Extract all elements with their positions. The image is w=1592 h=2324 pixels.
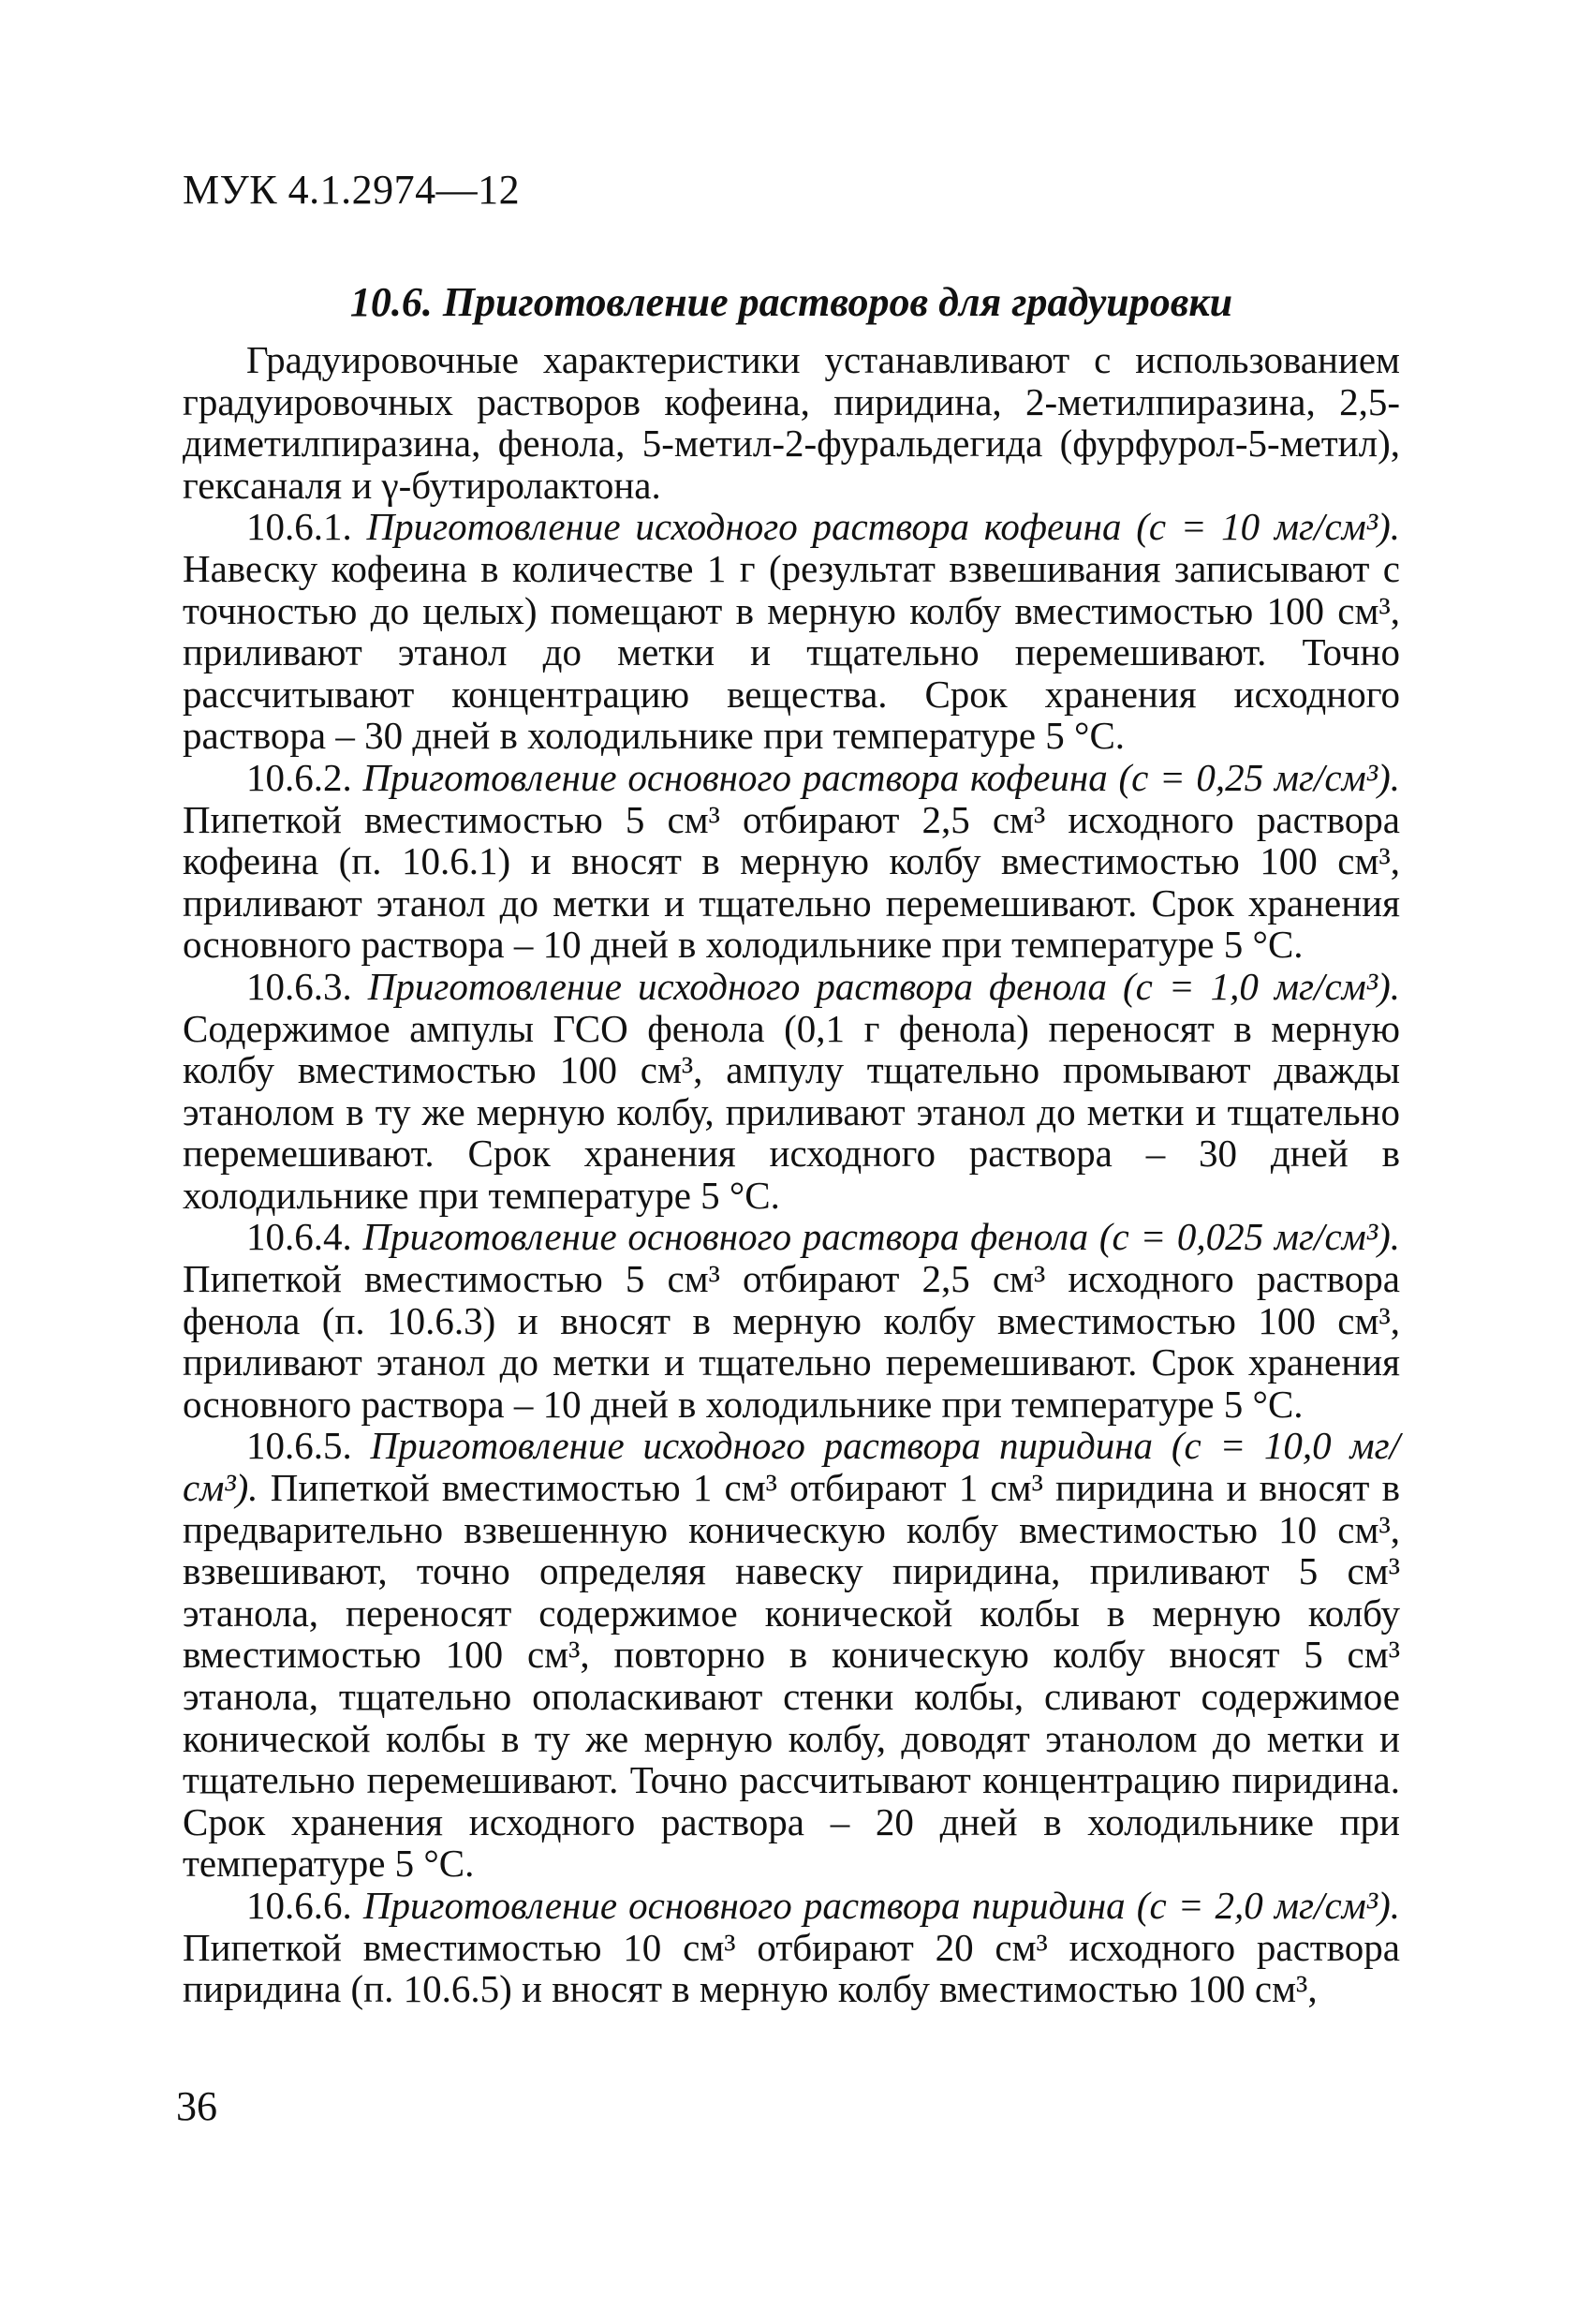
subsection-text: Навеску кофеина в количестве 1 г (результат взвешивания записывают с точностью до целых) помещают в мерную колбу вместимостью 100 см³, приливают этанол до метки и тщательно перемешивают. Точно рассчитывают концентрацию вещества. Срок хранения исходного раствора – 30 дней в холодильнике при температуре 5 °С. (183, 546, 1400, 758)
subsection-number: 10.6.6. (246, 1883, 352, 1927)
subsection-text: Пипеткой вместимостью 5 см³ отбирают 2,5 см³ исходного раствора кофеина (п. 10.6.1) и вносят в мерную колбу вместимостью 100 см³, приливают этанол до метки и тщательно перемешивают. Срок хранения основного раствора – 10 дней в холодильнике при температуре 5 °С. (183, 797, 1400, 967)
subsection-10-6-4 (183, 1216, 1400, 1425)
subsection-heading: Приготовление исходного раствора фенола (с = 1,0 мг/см³). (367, 964, 1401, 1008)
subsection-number: 10.6.3. (246, 964, 352, 1008)
document-code: МУК 4.1.2974—12 (183, 167, 521, 213)
subsection-text: Пипеткой вместимостью 1 см³ отбирают 1 см³ пиридина и вносят в предварительно взвешенную коническую колбу вместимостью 10 см³, взвешивают, точно определяя навеску пиридина, приливают 5 см³ этанола, переносят содержимое конической колбы в мерную колбу вместимостью 100 см³, повторно в коническую колбу вносят 5 см³ этанола, тщательно ополаскивают стенки колбы, сливают содержимое конической колбы в ту же мерную колбу, доводят этанолом до метки и тщательно перемешивают. Точно рассчитывают концентрацию пиридина. Срок хранения исходного раствора – 20 дней в холодильнике при температуре 5 °С. (183, 1466, 1400, 1886)
section-intro: Градуировочные характеристики устанавливают с использованием градуировочных растворов кофеина, пиридина, 2-метилпиразина, 2,5-диметилпиразина, фенола, 5-метил-2-фуральдегида (фурфурол-5-метил), гексаналя и γ-бутиролактона. (183, 338, 1400, 507)
subsection-number: 10.6.5. (246, 1424, 352, 1468)
document-page (183, 167, 1400, 2010)
section-title: 10.6. Приготовление растворов для градуировки (349, 279, 1233, 325)
subsection-10-6-5 (183, 1425, 1400, 1885)
subsection-10-6-1 (183, 506, 1400, 757)
subsection-text: Пипеткой вместимостью 5 см³ отбирают 2,5 см³ исходного раствора фенола (п. 10.6.3) и вносят в мерную колбу вместимостью 100 см³, приливают этанол до метки и тщательно перемешивают. Срок хранения основного раствора – 10 дней в холодильнике при температуре 5 °С. (183, 1257, 1400, 1426)
subsection-heading: Приготовление исходного раствора кофеина (с = 10 мг/см³). (366, 505, 1400, 549)
subsection-number: 10.6.1. (246, 505, 352, 549)
subsection-10-6-2 (183, 757, 1400, 966)
page-number: 36 (176, 2083, 217, 2129)
subsection-number: 10.6.2. (246, 755, 352, 799)
subsection-heading: Приготовление исходного раствора пиридина (с = 10,0 мг/см³). (183, 1424, 1401, 1510)
subsection-10-6-6 (183, 1885, 1400, 2010)
subsection-heading: Приготовление основного раствора пиридина (с = 2,0 мг/см³). (362, 1883, 1401, 1927)
subsection-10-6-3 (183, 966, 1400, 1217)
subsection-heading: Приготовление основного раствора фенола (с = 0,025 мг/см³). (362, 1215, 1400, 1259)
subsection-number: 10.6.4. (246, 1215, 352, 1259)
subsection-text: Пипеткой вместимостью 10 см³ отбирают 20 см³ исходного раствора пиридина (п. 10.6.5) и вносят в мерную колбу вместимостью 100 см³, (183, 1925, 1400, 2011)
subsection-heading: Приготовление основного раствора кофеина (с = 0,25 мг/см³). (362, 755, 1400, 799)
subsection-text: Содержимое ампулы ГСО фенола (0,1 г фенола) переносят в мерную колбу вместимостью 100 см³, ампулу тщательно промывают дважды этанолом в ту же мерную колбу, приливают этанол до метки и тщательно перемешивают. Срок хранения исходного раствора – 30 дней в холодильнике при температуре 5 °С. (183, 1006, 1400, 1217)
